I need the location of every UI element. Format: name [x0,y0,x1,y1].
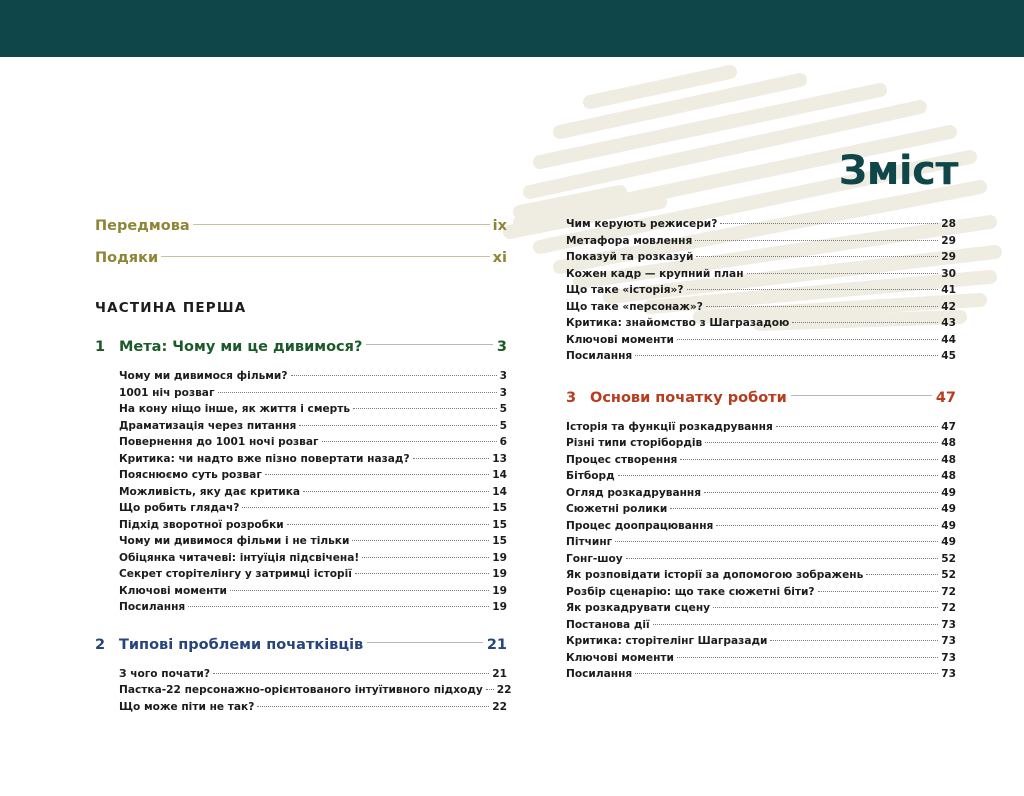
chapter-2-sections-continued [566,216,956,365]
leader-line [367,642,483,643]
leader-line [230,590,489,591]
leader-line [770,640,938,641]
toc-entry[interactable] [566,485,956,502]
chapter-2-heading[interactable] [95,634,507,656]
toc-entry[interactable] [566,600,956,617]
entry-page: 47 [941,420,956,433]
chapter-number: 1 [95,339,106,355]
leader-line [193,224,490,225]
chapter-3-heading[interactable] [566,387,956,409]
entry-page: 41 [941,284,956,296]
leader-line [322,441,497,442]
entry-page: xi [492,250,507,266]
toc-right-column [566,216,956,683]
entry-title: Процес доопрацювання [566,519,714,532]
entry-title: Повернення до 1001 ночі розваг [119,436,319,448]
entry-title: Підхід зворотної розробки [119,518,284,531]
leader-line [776,426,939,427]
entry-title: Гонг-шоу [566,552,623,565]
leader-line [626,558,939,559]
entry-page: ix [492,218,507,234]
entry-title: Що таке «персонаж»? [566,300,703,313]
entry-title: Що таке «історія»? [566,284,684,296]
entry-title: На кону ніщо інше, як життя і смерть [119,403,351,415]
chapter-title: Типові проблеми початківців [119,636,364,653]
toc-entry[interactable] [566,567,956,584]
entry-title: Ключові моменти [119,584,227,597]
toc-entry[interactable] [119,682,512,699]
entry-page: 73 [941,618,956,631]
entry-page: 5 [499,419,507,432]
toc-entry[interactable] [119,517,507,534]
entry-page: 6 [499,436,507,448]
chapter-number: 3 [566,389,577,406]
entry-page: 29 [941,234,956,247]
entry-title: Критика: чи надто вже пізно повертати назад? [119,452,410,465]
toc-entry[interactable] [119,599,507,616]
toc-entry[interactable] [119,484,507,501]
entry-title: Посилання [566,350,633,362]
leader-line [618,475,939,476]
leader-line [615,541,938,542]
entry-title: Драматизація через питання [119,419,297,432]
entry-page: 5 [499,403,507,415]
entry-page: 14 [492,485,507,498]
entry-title: Можливість, яку дає критика [119,485,301,498]
leader-line [353,408,497,409]
toc-entry[interactable] [566,551,956,568]
entry-page: 3 [499,370,507,382]
leader-line [687,289,939,290]
toc-entry[interactable] [566,617,956,634]
chapter-3-sections [566,419,956,683]
entry-title: Чому ми дивимося фільми? [119,370,288,382]
toc-entry[interactable] [566,332,956,349]
entry-page: 19 [492,568,507,580]
entry-page: 15 [492,535,507,547]
toc-entry[interactable] [566,233,956,250]
entry-page: 52 [941,569,956,581]
chapter-title: Мета: Чому ми це дивимося? [119,339,363,355]
leader-line [716,525,938,526]
leader-line [720,223,938,224]
entry-page: 29 [941,251,956,263]
leader-line [706,306,938,307]
toc-entry[interactable] [119,666,507,683]
entry-page: 22 [496,684,512,696]
toc-entry[interactable] [566,266,956,283]
toc-entry[interactable] [566,518,956,535]
entry-title: Постанова дії [566,618,650,631]
toc-entry[interactable] [119,699,507,716]
leader-line [161,256,490,257]
entry-title: Ключові моменти [566,333,674,346]
leader-line [287,524,490,525]
entry-page: 30 [941,267,956,280]
leader-line [653,624,939,625]
page-title: Зміст [838,148,958,194]
entry-page: 3 [499,386,507,399]
toc-entry[interactable] [119,368,507,385]
toc-entry[interactable] [119,385,507,402]
entry-page: 19 [492,601,507,613]
toc-entry-front-acknowledgements[interactable] [95,248,507,268]
entry-title: Посилання [119,601,186,613]
leader-line [299,425,496,426]
leader-line [257,706,489,707]
header-bar [0,0,1024,57]
entry-page: 73 [941,651,956,664]
leader-line [362,557,489,558]
entry-page: 52 [941,552,956,565]
entry-title: Метафора мовлення [566,234,693,247]
entry-title: Огляд розкадрування [566,486,702,499]
entry-title: Сюжетні ролики [566,503,668,515]
entry-title: Чим керують режисери? [566,218,718,230]
entry-title: Пояснюємо суть розваг [119,469,262,481]
entry-title: Що робить глядач? [119,502,240,514]
entry-title: Критика: сторітелінг Шагразади [566,635,768,647]
toc-entry[interactable] [566,666,956,683]
toc-entry[interactable] [566,348,956,365]
leader-line [635,355,938,356]
toc-entry[interactable] [566,435,956,452]
part-label: ЧАСТИНА ПЕРША [95,300,247,316]
chapter-2-sections [95,666,512,716]
leader-line [355,573,489,574]
entry-page: 15 [492,502,507,514]
entry-title: Критика: знайомство з Шагразадою [566,317,790,329]
toc-entry[interactable] [566,650,956,667]
chapter-1-heading[interactable] [95,336,507,358]
chapter-page: 47 [935,389,956,406]
chapter-page: 3 [496,339,507,355]
chapter-page: 21 [486,636,507,653]
entry-page: 15 [492,518,507,531]
toc-entry[interactable] [566,633,956,650]
leader-line [291,375,497,376]
entry-title: Що може піти не так? [119,700,255,713]
entry-page: 42 [941,300,956,313]
entry-page: 19 [492,551,507,564]
leader-line [792,322,938,323]
entry-title: Процес створення [566,453,678,466]
entry-title: Пастка-22 персонажно-орієнтованого інтуїтивного підходу [119,684,483,696]
entry-title: Чому ми дивимося фільми і не тільки [119,535,350,547]
toc-entry[interactable] [566,249,956,266]
toc-entry[interactable] [119,583,507,600]
toc-entry[interactable] [566,452,956,469]
toc-entry[interactable] [119,566,507,583]
leader-line [695,240,938,241]
entry-page: 73 [941,635,956,647]
entry-title: Розбір сценарію: що таке сюжетні біти? [566,585,815,598]
leader-line [413,458,490,459]
toc-entry[interactable] [119,451,507,468]
chapter-1-sections [95,368,507,616]
entry-page: 49 [941,503,956,515]
entry-title: Посилання [566,668,633,680]
entry-page: 49 [941,519,956,532]
entry-title: Історія та функції розкадрування [566,420,773,433]
chapter-title: Основи початку роботи [590,389,787,406]
leader-line [713,607,938,608]
leader-line [747,273,939,274]
entry-page: 19 [492,584,507,597]
toc-entry[interactable] [119,500,507,517]
toc-entry[interactable] [566,299,956,316]
leader-line [242,507,489,508]
entry-page: 14 [492,469,507,481]
leader-line [670,508,938,509]
entry-page: 73 [941,668,956,680]
entry-title: З чого почати? [119,667,210,680]
toc-entry[interactable] [566,584,956,601]
entry-page: 48 [941,437,956,449]
entry-page: 28 [941,218,956,230]
entry-title: Пітчинг [566,536,613,548]
entry-page: 49 [941,486,956,499]
toc-entry[interactable] [566,315,956,332]
leader-line [486,689,494,690]
entry-title: Різні типи сторібордів [566,437,703,449]
leader-line [866,574,938,575]
toc-left-column [95,216,512,715]
entry-title: Секрет сторітелінгу у затримці історії [119,568,352,580]
leader-line [677,657,938,658]
leader-line [265,474,489,475]
entry-title: Показуй та розказуй [566,251,694,263]
entry-page: 22 [492,700,507,713]
entry-page: 49 [941,536,956,548]
entry-title: Кожен кадр — крупний план [566,267,744,280]
entry-title: 1001 ніч розваг [119,386,215,399]
leader-line [188,606,489,607]
entry-page: 21 [492,667,507,680]
toc-entry[interactable] [119,434,507,451]
entry-page: 48 [941,453,956,466]
entry-page: 72 [941,602,956,614]
entry-page: 48 [941,470,956,482]
toc-entry[interactable] [566,216,956,233]
entry-title: Обіцянка читачеві: інтуїція підсвічена! [119,551,360,564]
leader-line [303,491,489,492]
chapter-number: 2 [95,636,106,653]
toc-entry[interactable] [119,418,507,435]
toc-entry[interactable] [119,533,507,550]
toc-entry[interactable] [566,501,956,518]
entry-title: Подяки [95,250,159,266]
entry-page: 44 [941,333,956,346]
toc-entry[interactable] [566,468,956,485]
leader-line [218,392,497,393]
leader-line [818,591,939,592]
leader-line [213,673,489,674]
entry-title: Ключові моменти [566,651,674,664]
toc-entry[interactable] [119,401,507,418]
toc-entry[interactable] [566,282,956,299]
toc-entry[interactable] [566,534,956,551]
toc-entry[interactable] [119,550,507,567]
toc-entry[interactable] [119,467,507,484]
entry-page: 13 [492,452,507,465]
leader-line [352,540,489,541]
leader-line [704,492,938,493]
leader-line [680,459,938,460]
entry-title: Як розкадрувати сцену [566,602,711,614]
toc-entry-front-foreword[interactable] [95,216,507,236]
entry-page: 45 [941,350,956,362]
toc-entry[interactable] [566,419,956,436]
entry-title: Передмова [95,218,190,234]
leader-line [366,344,493,345]
entry-page: 72 [941,585,956,598]
entry-page: 43 [941,317,956,329]
leader-line [696,256,938,257]
leader-line [635,673,938,674]
entry-title: Як розповідати історії за допомогою зображень [566,569,864,581]
entry-title: Бітборд [566,470,615,482]
leader-line [705,442,938,443]
leader-line [791,395,932,396]
leader-line [677,339,938,340]
